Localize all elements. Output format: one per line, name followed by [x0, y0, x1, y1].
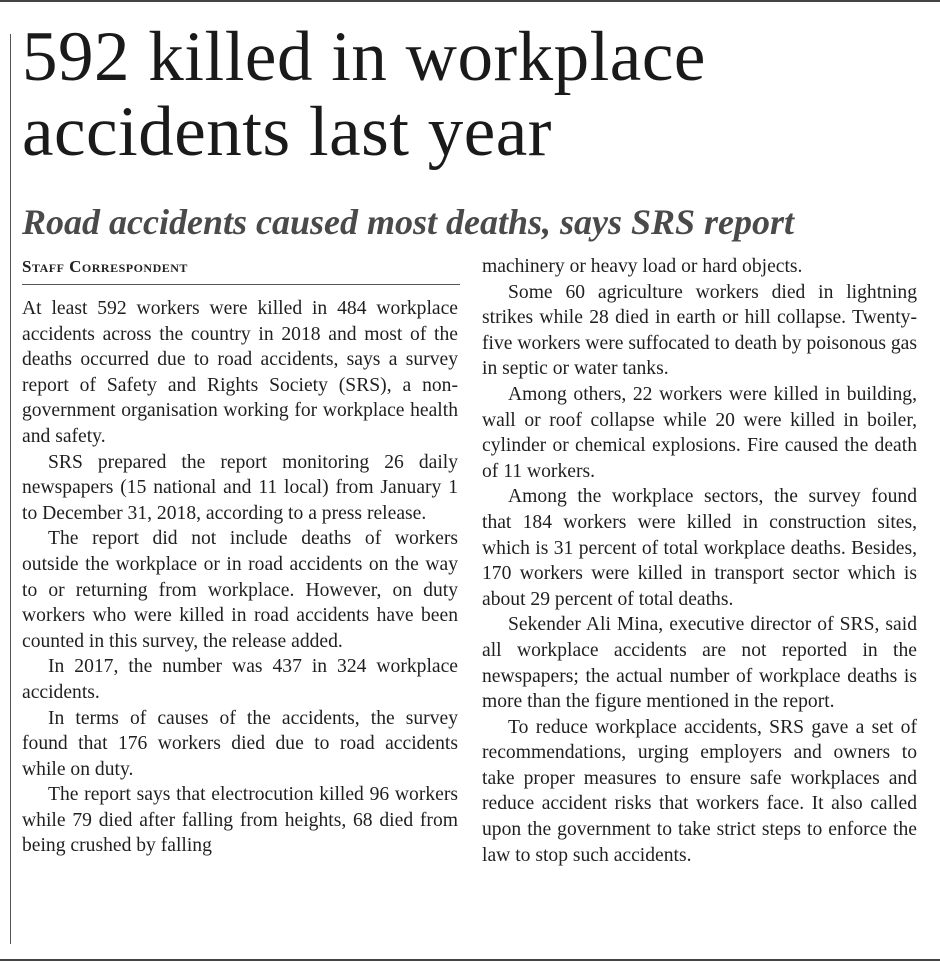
subheadline: Road accidents caused most deaths, says SRS report	[22, 202, 795, 242]
byline-rule	[22, 284, 460, 285]
paragraph: SRS prepared the report monitoring 26 daily newspapers (15 national and 11 local) from January 1 to December 31, 2018, according to a press release.	[22, 451, 458, 524]
paragraph: To reduce workplace accidents, SRS gave a set of recommendations, urging employers and owners to take proper measures to ensure safe workplaces and reduce accident risks that workers face. It also called upon the government to take strict steps to enforce the law to stop such accidents.	[482, 716, 917, 866]
article-column-right	[482, 254, 917, 868]
paragraph: The report says that electrocution killed 96 workers while 79 died after falling from heights, 68 died from being crushed by falling	[22, 784, 458, 857]
paragraph: machinery or heavy load or hard objects.	[482, 256, 803, 277]
paragraph: In 2017, the number was 437 in 324 workplace accidents.	[22, 656, 458, 703]
bottom-border-rule	[0, 959, 940, 961]
paragraph: At least 592 workers were killed in 484 workplace accidents across the country in 2018 and most of the deaths occurred due to road accidents, says a survey report of Safety and Rights Society (SRS), a non-government organisation working for workplace health and safety.	[22, 298, 458, 447]
byline: Staff Correspondent	[22, 257, 188, 276]
article-column-left	[22, 296, 458, 859]
left-border-rule	[10, 34, 11, 944]
paragraph: The report did not include deaths of workers outside the workplace or in road accidents on the way to or returning from workplace. However, on duty workers who were killed in road accidents have been counted in this survey, the release added.	[22, 528, 458, 652]
paragraph: Among others, 22 workers were killed in building, wall or roof collapse while 20 were killed in boiler, cylinder or chemical explosions. Fire caused the death of 11 workers.	[482, 383, 917, 482]
paragraph: In terms of causes of the accidents, the survey found that 176 workers died due to road accidents while on duty.	[22, 707, 458, 780]
paragraph: Among the workplace sectors, the survey found that 184 workers were killed in construction sites, which is 31 percent of total workplace deaths. Besides, 170 workers were killed in transport sector which is about 29 percent of total deaths.	[482, 486, 917, 610]
paragraph: Some 60 agriculture workers died in lightning strikes while 28 died in earth or hill collapse. Twenty-five workers were suffocated to death by poisonous gas in septic or water tanks.	[482, 281, 917, 380]
top-border-rule	[0, 0, 940, 2]
headline: 592 killed in workplace accidents last year	[22, 18, 706, 171]
paragraph: Sekender Ali Mina, executive director of SRS, said all workplace accidents are not reported in the newspapers; the actual number of workplace deaths is more than the figure mentioned in the report.	[482, 614, 917, 713]
